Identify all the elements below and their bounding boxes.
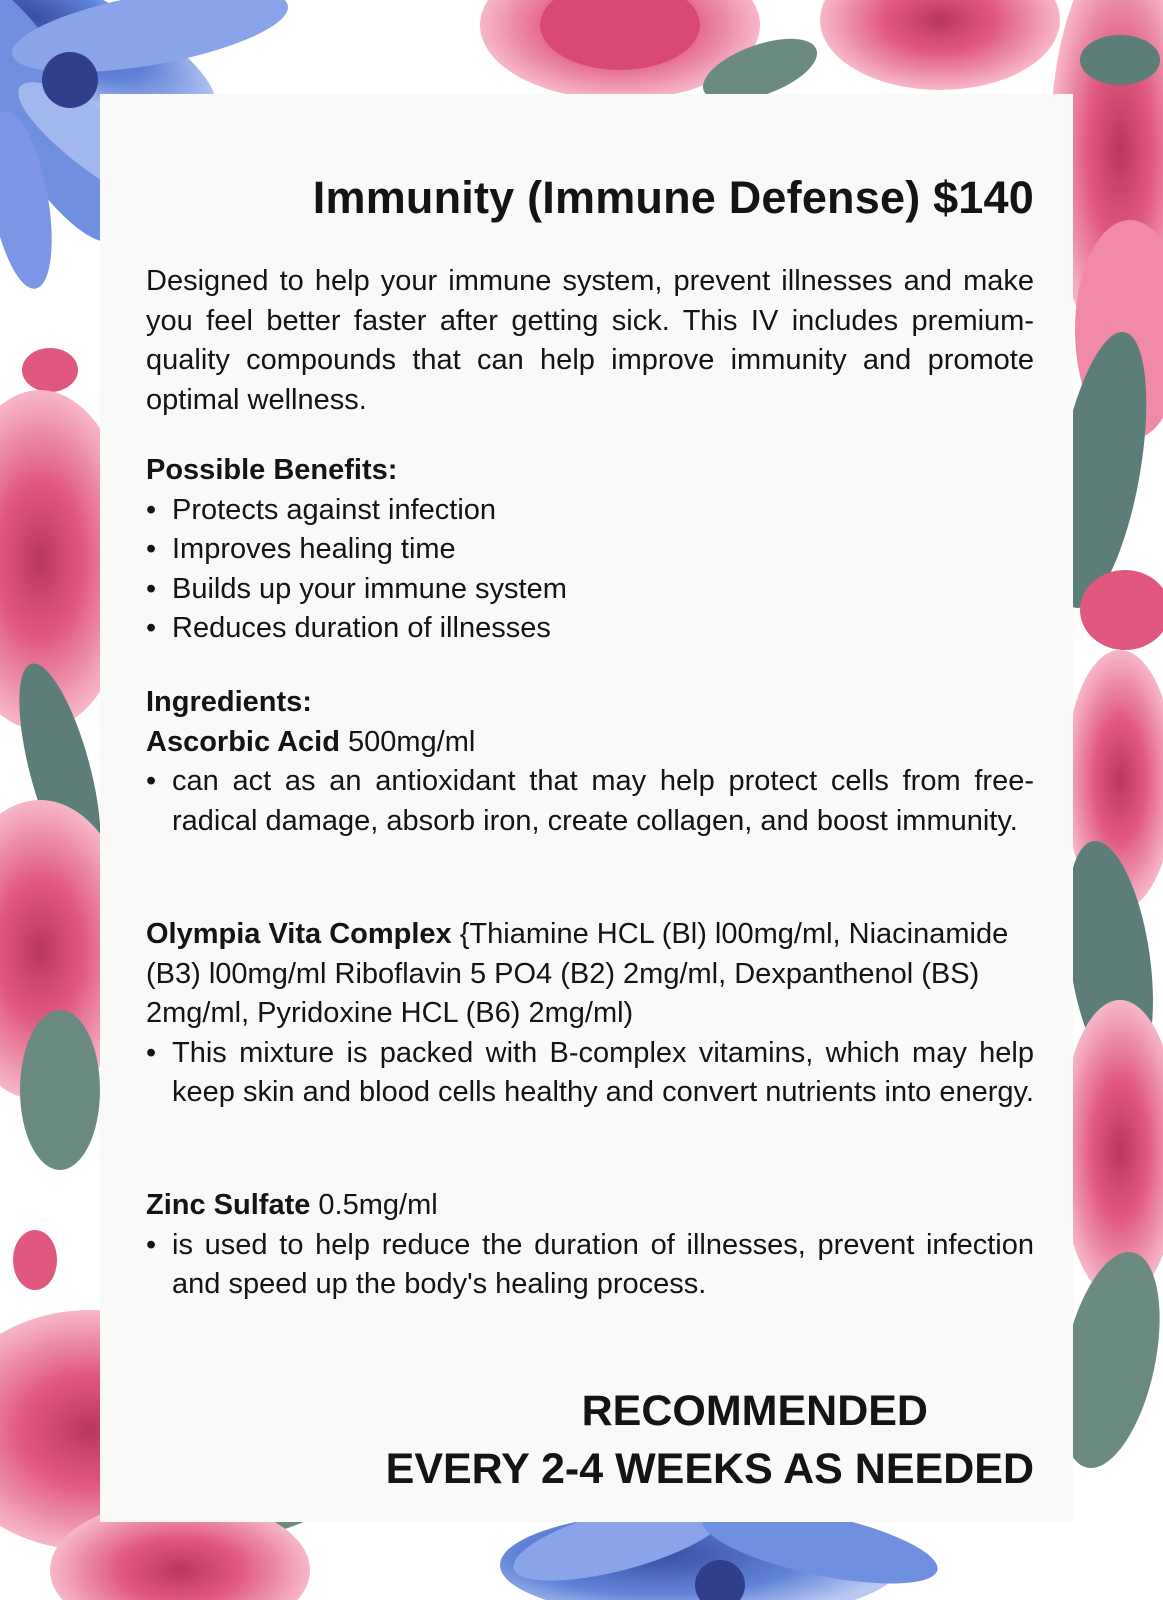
recommendation-line-1: RECOMMENDED (581, 1387, 928, 1435)
ingredients-section (146, 683, 1034, 841)
intro-paragraph: Designed to help your immune system, prevent illnesses and make you feel better faster after getting sick. This IV includes premium-quality compounds that can help improve immunity and promote optimal wellness. (146, 265, 1034, 416)
recommendation-line-2: EVERY 2-4 WEEKS AS NEEDED (385, 1445, 1034, 1493)
recommendation-banner (146, 1382, 1034, 1498)
ingredient-name: Olympia Vita Complex (146, 918, 452, 950)
ingredient-dose: 0.5mg/ml (310, 1189, 438, 1221)
benefits-heading: Possible Benefits: (146, 454, 398, 486)
ingredient-zinc-sulfate (146, 1186, 1034, 1305)
ingredient-name: Zinc Sulfate (146, 1189, 311, 1221)
benefits-list (146, 491, 1034, 649)
benefits-section (146, 451, 1034, 649)
ingredient-note: • is used to help reduce the duration of illnesses, prevent infection and speed up the body's healing process. (146, 1226, 1034, 1305)
ingredient-olympia-vita-complex (146, 915, 1034, 1113)
ingredient-ascorbic-acid (146, 723, 1034, 842)
list-item: • Protects against infection (146, 491, 1034, 531)
ingredient-dose: 500mg/ml (339, 725, 476, 758)
ingredient-dose: {Thiamine HCL (Bl) l00mg/ml, Niacinamide (B3) l00mg/ml Riboflavin 5 PO4 (B2) 2mg/ml, Dexpanthenol (BS) 2mg/ml, Pyridoxine HCL (B6) 2mg/ml) (146, 918, 1009, 1029)
list-item: • Improves healing time (146, 530, 1034, 570)
ingredient-name: Ascorbic Acid (146, 725, 340, 758)
list-item: • Builds up your immune system (146, 570, 1034, 610)
page-title: Immunity (Immune Defense) $140 (312, 172, 1034, 223)
ingredient-note: • This mixture is packed with B-complex vitamins, which may help keep skin and blood cells healthy and convert nutrients into energy. (146, 1034, 1034, 1113)
list-item: • Reduces duration of illnesses (146, 609, 1034, 649)
ingredient-note: • can act as an antioxidant that may help protect cells from free-radical damage, absorb iron, create collagen, and boost immunity. (146, 762, 1034, 841)
ingredients-heading: Ingredients: (146, 686, 312, 718)
